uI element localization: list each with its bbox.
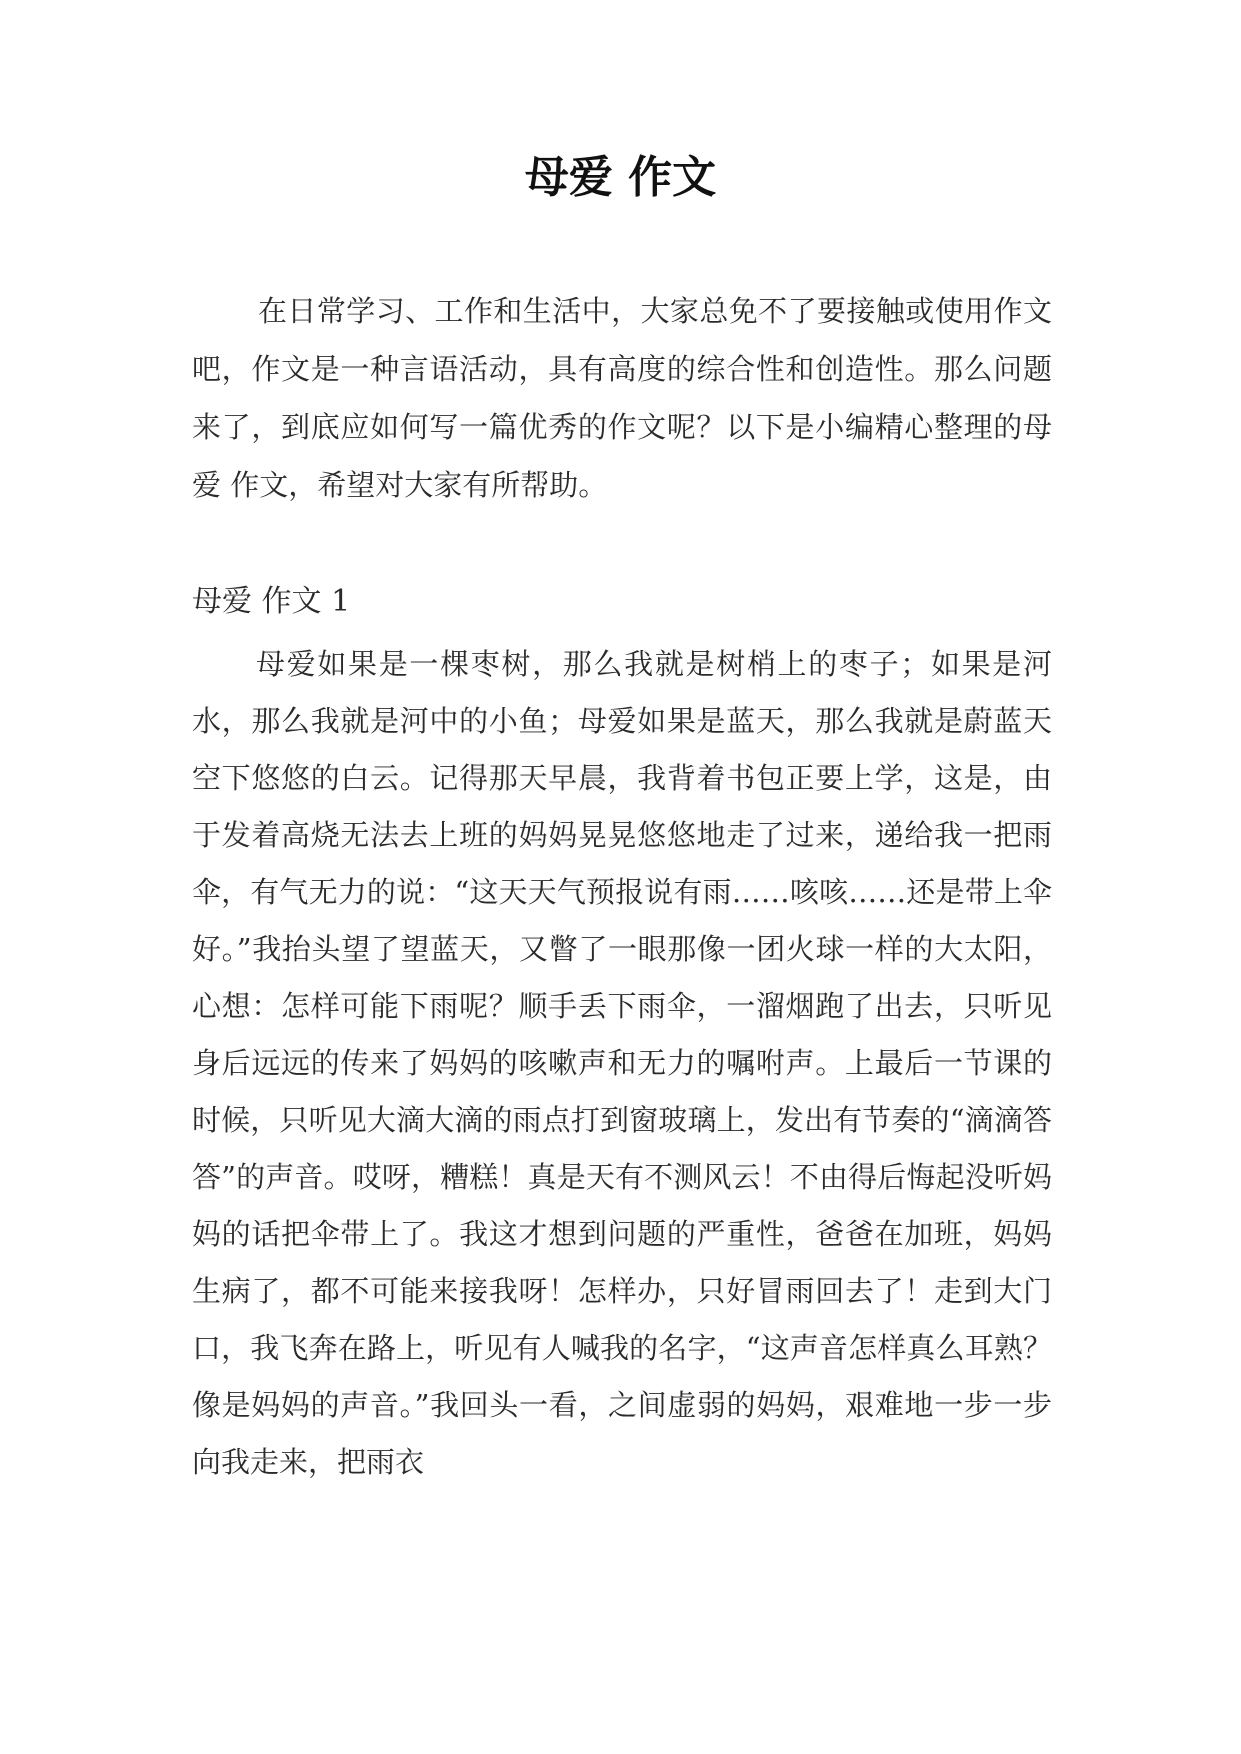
intro-paragraph: 在日常学习、工作和生活中，大家总免不了要接触或使用作文吧，作文是一种言语活动，具有高度的综合性和创造性。那么问题来了，到底应如何写一篇优秀的作文呢？以下是小编精心整理的母爱 作文，希望对大家有所帮助。 <box>192 294 1052 502</box>
essay-paragraph: 母爱如果是一棵枣树，那么我就是树梢上的枣子；如果是河水，那么我就是河中的小鱼；母爱如果是蓝天，那么我就是蔚蓝天空下悠悠的白云。记得那天早晨，我背着书包正要上学，这是，由于发着高烧无法去上班的妈妈晃晃悠悠地走了过来，递给我一把雨伞，有气无力的说：“这天天气预报说有雨……咳咳……还是带上伞好。”我抬头望了望蓝天，又瞥了一眼那像一团火球一样的大太阳，心想：怎样可能下雨呢？顺手丢下雨伞，一溜烟跑了出去，只听见身后远远的传来了妈妈的咳嗽声和无力的嘱咐声。上最后一节课的时候，只听见大滴大滴的雨点打到窗玻璃上，发出有节奏的“滴滴答答”的声音。哎呀，糟糕！真是天有不测风云！不由得后悔起没听妈妈的话把伞带上了。我这才想到问题的严重性，爸爸在加班，妈妈生病了，都不可能来接我呀！怎样办，只好冒雨回去了！走到大门口，我飞奔在路上，听见有人喊我的名字，“这声音怎样真么耳熟？像是妈妈的声音。”我回头一看，之间虚弱的妈妈，艰难地一步一步向我走来，把雨衣 <box>192 647 1052 1479</box>
section-heading: 母爱 作文 1 <box>192 584 351 619</box>
page-title: 母爱 作文 <box>524 152 717 203</box>
